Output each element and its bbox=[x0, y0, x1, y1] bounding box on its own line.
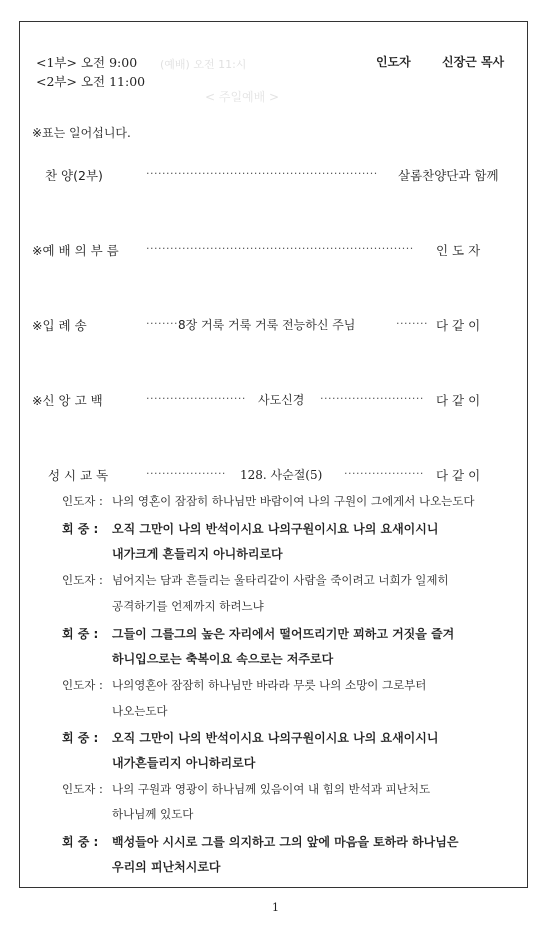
reading-line: 나오는도다 bbox=[112, 704, 168, 718]
reading-line: 공격하기를 언제까지 하려느냐 bbox=[112, 599, 264, 613]
leader-dots: ························· bbox=[146, 392, 246, 405]
service-time-second: <2부> 오전 11:00 bbox=[36, 74, 146, 89]
order-label: ※입 례 송 bbox=[32, 318, 87, 333]
order-label: ※예 배 의 부 름 bbox=[32, 243, 119, 258]
order-label: 찬 양(2부) bbox=[45, 168, 103, 183]
leader-dots: ···················· bbox=[146, 467, 226, 480]
leader-dots: ········ bbox=[396, 317, 428, 330]
reading-line: 오직 그만이 나의 반석이시요 나의구원이시요 나의 요새이시니 bbox=[112, 522, 439, 536]
reading-line: 그들이 그를그의 높은 자리에서 떨어뜨리기만 꾀하고 거짓을 즐겨 bbox=[112, 627, 455, 641]
order-item bbox=[0, 316, 551, 336]
order-right: 인 도 자 bbox=[436, 243, 481, 258]
order-right: 다 같 이 bbox=[436, 393, 481, 408]
page-number: 1 bbox=[272, 901, 279, 914]
leader-label: 인도자 bbox=[376, 55, 411, 69]
reading-line: 하니입으로는 축복이요 속으로는 저주로다 bbox=[112, 652, 334, 666]
speaker-leader: 인도자 : bbox=[62, 573, 103, 587]
standing-note: ※표는 일어섭니다. bbox=[32, 126, 131, 140]
page-frame bbox=[19, 21, 528, 888]
speaker-congregation: 회 중 : bbox=[62, 731, 99, 745]
faded-text-line2: < 주일예배 > bbox=[205, 90, 280, 104]
leader-dots: ···················· bbox=[344, 467, 424, 480]
order-item bbox=[0, 391, 551, 411]
reading-line: 오직 그만이 나의 반석이시요 나의구원이시요 나의 요새이시니 bbox=[112, 731, 439, 745]
speaker-congregation: 회 중 : bbox=[62, 835, 99, 849]
order-item bbox=[0, 166, 551, 186]
leader-dots: ··································································· bbox=[146, 242, 414, 255]
reading-line: 백성들아 시시로 그를 의지하고 그의 앞에 마음을 토하라 하나님은 bbox=[112, 835, 459, 849]
order-right: 다 같 이 bbox=[436, 318, 481, 333]
reading-line: 내가흔들리지 아니하리로다 bbox=[112, 756, 256, 770]
order-middle: 8장 거룩 거룩 거룩 전능하신 주님 bbox=[178, 318, 356, 332]
reading-line: 나의 구원과 영광이 하나님께 있음이여 내 힘의 반석과 피난처도 bbox=[112, 782, 431, 796]
leader-dots: ·························································· bbox=[146, 167, 378, 180]
reading-line: 내가크게 흔들리지 아니하리로다 bbox=[112, 547, 283, 561]
order-item bbox=[0, 241, 551, 261]
order-right: 살롬찬양단과 함께 bbox=[398, 168, 499, 183]
speaker-leader: 인도자 : bbox=[62, 678, 103, 692]
leader-dots: ········ bbox=[146, 317, 178, 330]
leader-name: 신장근 목사 bbox=[442, 55, 505, 69]
reading-line: 나의 영혼이 잠잠히 하나님만 바람이여 나의 구원이 그에게서 나오는도다 bbox=[112, 494, 475, 508]
speaker-leader: 인도자 : bbox=[62, 782, 103, 796]
order-label: ※신 앙 고 백 bbox=[32, 393, 103, 408]
reading-line: 넘어지는 담과 흔들리는 울타리같이 사람을 죽이려고 너희가 일제히 bbox=[112, 573, 449, 587]
order-right: 다 같 이 bbox=[436, 468, 481, 483]
speaker-congregation: 회 중 : bbox=[62, 627, 99, 641]
leader-dots: ·························· bbox=[320, 392, 424, 405]
reading-line: 하나님께 있도다 bbox=[112, 807, 194, 821]
faded-text-line1: (예배) 오전 11:시 bbox=[160, 58, 247, 71]
speaker-congregation: 회 중 : bbox=[62, 522, 99, 536]
order-middle: 사도신경 bbox=[258, 393, 305, 407]
service-time-first: <1부> 오전 9:00 bbox=[36, 55, 138, 70]
speaker-leader: 인도자 : bbox=[62, 494, 103, 508]
reading-line: 나의영혼아 잠잠히 하나님만 바라라 무릇 나의 소망이 그로부터 bbox=[112, 678, 427, 692]
reading-line: 우리의 피난처시로다 bbox=[112, 860, 221, 874]
order-middle: 128. 사순절(5) bbox=[240, 468, 323, 482]
order-label: 성 시 교 독 bbox=[48, 468, 109, 483]
order-item bbox=[0, 466, 551, 486]
